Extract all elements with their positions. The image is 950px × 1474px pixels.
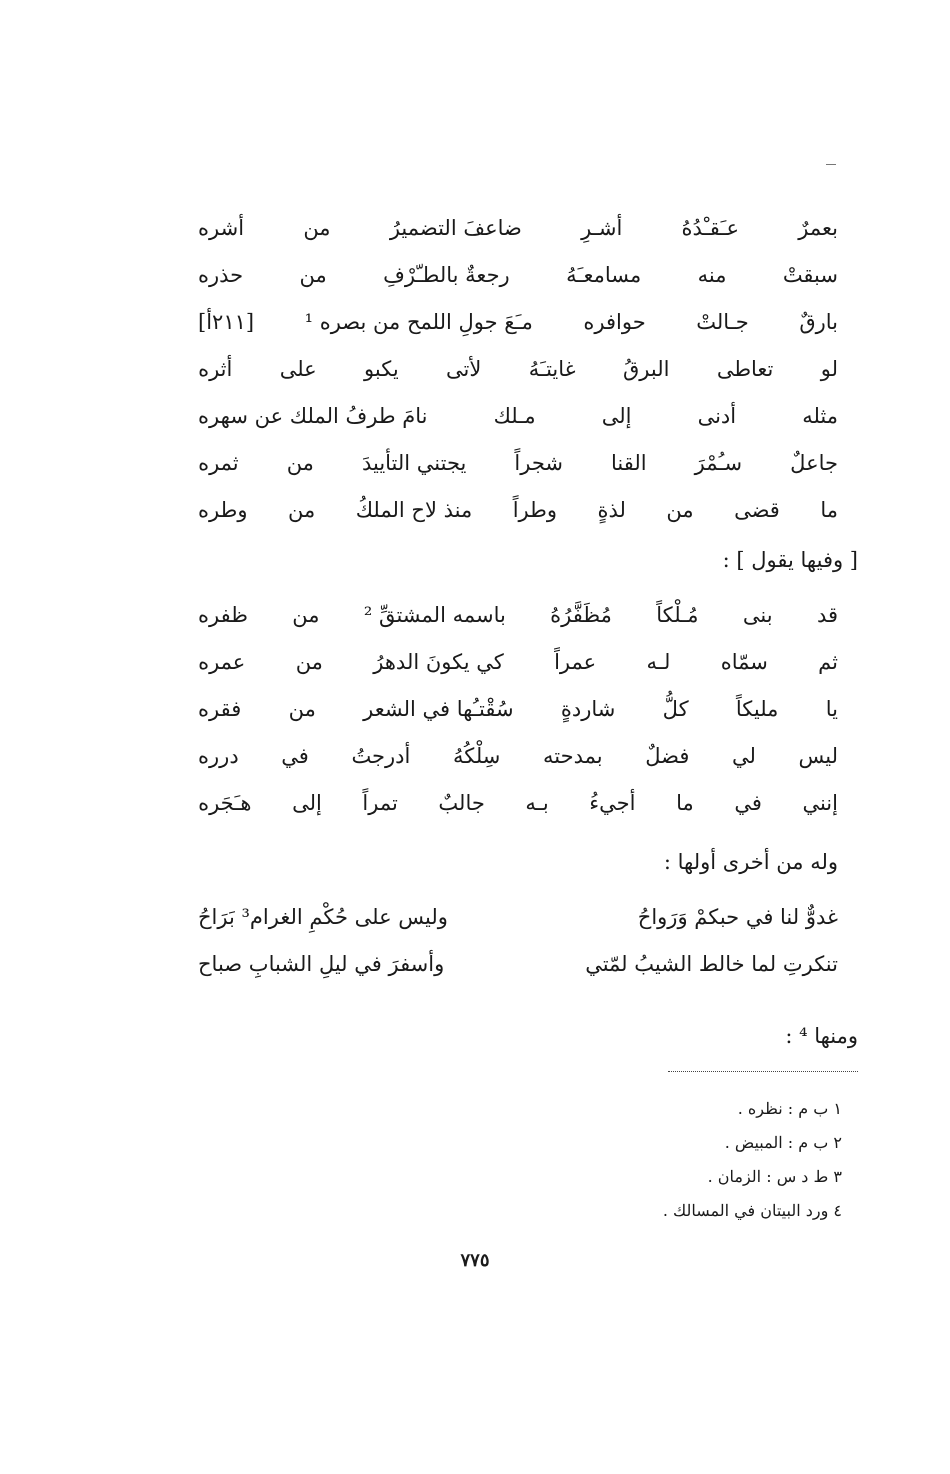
verse-word: ما	[676, 791, 694, 815]
verse-line	[198, 205, 838, 252]
verse-word: وليس على حُكْمِ الغرام³ بَرَاحُ	[198, 905, 448, 929]
verse-word: باسمه المشتقِّ ²	[363, 603, 506, 627]
verse-word: من	[286, 451, 314, 475]
verse-word: تنكرتِ لما خالط الشيبُ لمّتي	[585, 952, 838, 976]
verse-word: من	[666, 498, 694, 522]
verse-line	[198, 346, 838, 393]
verse-word: لأتى	[446, 357, 482, 381]
verse-word: في	[281, 744, 309, 768]
verse-word: سمّاه	[720, 650, 768, 674]
page-number: ٧٧٥	[460, 1250, 490, 1271]
verse-word: كي يكونَ الدهرُ	[373, 650, 504, 674]
verse-line	[198, 733, 838, 780]
verse-word: شجراً	[514, 451, 563, 475]
verse-word: القنا	[611, 451, 647, 475]
verse-line	[198, 393, 838, 440]
verse-word: من	[292, 603, 320, 627]
verse-word: فضلٌ	[645, 744, 690, 768]
verse-word: سـُمْرَ	[694, 451, 743, 475]
poem-section-3	[198, 894, 838, 988]
verse-word: وأسفرَ في ليلِ الشبابِ صباح	[198, 952, 445, 976]
verse-word: أشـرِ	[581, 216, 623, 240]
verse-word: كلُّ	[662, 697, 689, 721]
footnote: ١ ب م : نظره .	[737, 1099, 842, 1118]
verse-word: عـَقـْدُهُ	[681, 216, 740, 240]
verse-word: لي	[731, 744, 756, 768]
verse-word: بمدحته	[543, 744, 603, 768]
verse-word: مُظَفَّرُهُ	[550, 603, 612, 627]
verse-line	[198, 592, 838, 639]
verse-line	[198, 639, 838, 686]
verse-word: لـه	[646, 650, 671, 674]
verse-word: من	[303, 216, 331, 240]
verse-word: أثره	[198, 357, 233, 381]
verse-word: البرقُ	[623, 357, 670, 381]
verse-word: تمراً	[362, 791, 398, 815]
verse-word: قضى	[734, 498, 780, 522]
verse-word: لو	[820, 357, 838, 381]
footnote: ٤ ورد البيتان في المسالك .	[662, 1201, 842, 1220]
verse-line	[198, 440, 838, 487]
verse-word: بعمرٌ	[798, 216, 838, 240]
page-mark	[826, 164, 836, 165]
verse-word: إنني	[802, 791, 838, 815]
verse-word: عمراً	[554, 650, 597, 674]
verse-word: مُـلْكاً	[656, 603, 699, 627]
verse-word: نامَ طرفُ الملك عن سهره	[198, 404, 428, 428]
verse-word: أجيءُ	[589, 791, 636, 815]
verse-word: بنى	[742, 603, 773, 627]
verse-word: غدوٌّ لنا في حبكمْ وَرَواحُ	[637, 905, 838, 929]
verse-word: على	[279, 357, 317, 381]
verse-word: درره	[198, 744, 239, 768]
verse-line	[198, 252, 838, 299]
verse-word: ضاعفَ التضميرُ	[389, 216, 522, 240]
verse-word: ثمره	[198, 451, 239, 475]
verse-word: سِلْكُهُ	[452, 744, 501, 768]
verse-word: إلى	[292, 791, 322, 815]
verse-word: أدنى	[697, 404, 737, 428]
verse-line	[198, 780, 838, 827]
verse-line	[198, 299, 838, 346]
verse-word: يكبو	[364, 357, 399, 381]
couplet-line	[198, 894, 838, 941]
verse-word: من	[288, 697, 316, 721]
verse-word: في	[734, 791, 762, 815]
verse-word: ليس	[798, 744, 838, 768]
verse-word: إلى	[601, 404, 632, 428]
verse-word: من	[299, 263, 327, 287]
verse-word: رجعةٌ بالطـّرْفِ	[383, 263, 510, 287]
verse-word: جالبٌ	[438, 791, 485, 815]
verse-word: مـَعَ جولِ اللمح من بصره ¹	[304, 310, 533, 334]
verse-word: مليكاً	[735, 697, 779, 721]
couplet-line	[198, 941, 838, 988]
verse-word: جاعلٌ	[790, 451, 838, 475]
verse-word: جـالتْ	[696, 310, 749, 334]
section-heading-1: [ وفيها يقول ] :	[722, 548, 858, 572]
verse-word: تعاطى	[716, 357, 774, 381]
verse-word: وطراً	[512, 498, 557, 522]
verse-word: فقره	[198, 697, 242, 721]
verse-word: يجتني التأييدَ	[361, 451, 467, 475]
poem-section-2	[198, 592, 838, 827]
verse-word: حذره	[198, 263, 244, 287]
verse-word: يا	[825, 697, 838, 721]
verse-word: من	[287, 498, 316, 522]
verse-word: مثله	[802, 404, 838, 428]
verse-word: [٢١١أ]	[198, 310, 255, 334]
verse-word: شاردةٍ	[560, 697, 616, 721]
verse-word: من	[295, 650, 323, 674]
footnote: ٢ ب م : المبيض .	[724, 1133, 842, 1152]
footnotes	[442, 1092, 842, 1228]
verse-word: هـَجَره	[198, 791, 252, 815]
verse-line	[198, 487, 838, 534]
section-heading-2: وله من أخرى أولها :	[663, 850, 838, 874]
verse-word: قد	[816, 603, 838, 627]
footnote-separator	[668, 1071, 858, 1072]
verse-word: منذ لاح الملكُ	[355, 498, 473, 522]
verse-word: ثم	[818, 650, 838, 674]
verse-word: أشره	[198, 216, 245, 240]
verse-word: ما	[820, 498, 838, 522]
verse-word: بـه	[525, 791, 549, 815]
verse-word: سبقتْ	[782, 263, 838, 287]
verse-word: أدرجتُ	[351, 744, 411, 768]
verse-word: لذةٍ	[597, 498, 626, 522]
verse-word: بارقٌ	[799, 310, 838, 334]
section-heading-3: ومنها ⁴ :	[785, 1024, 858, 1048]
verse-word: عمره	[198, 650, 246, 674]
verse-word: ظفره	[198, 603, 248, 627]
verse-word: غايتـَهُ	[528, 357, 576, 381]
verse-word: وطره	[198, 498, 248, 522]
poem-section-1	[198, 205, 838, 534]
verse-word: مـلك	[493, 404, 536, 428]
verse-word: حوافره	[583, 310, 646, 334]
verse-word: سُقْتـُها في الشعر	[363, 697, 514, 721]
verse-line	[198, 686, 838, 733]
verse-word: مسامعـَهُ	[566, 263, 642, 287]
footnote: ٣ ط د س : الزمان .	[707, 1167, 842, 1186]
verse-word: منه	[697, 263, 727, 287]
